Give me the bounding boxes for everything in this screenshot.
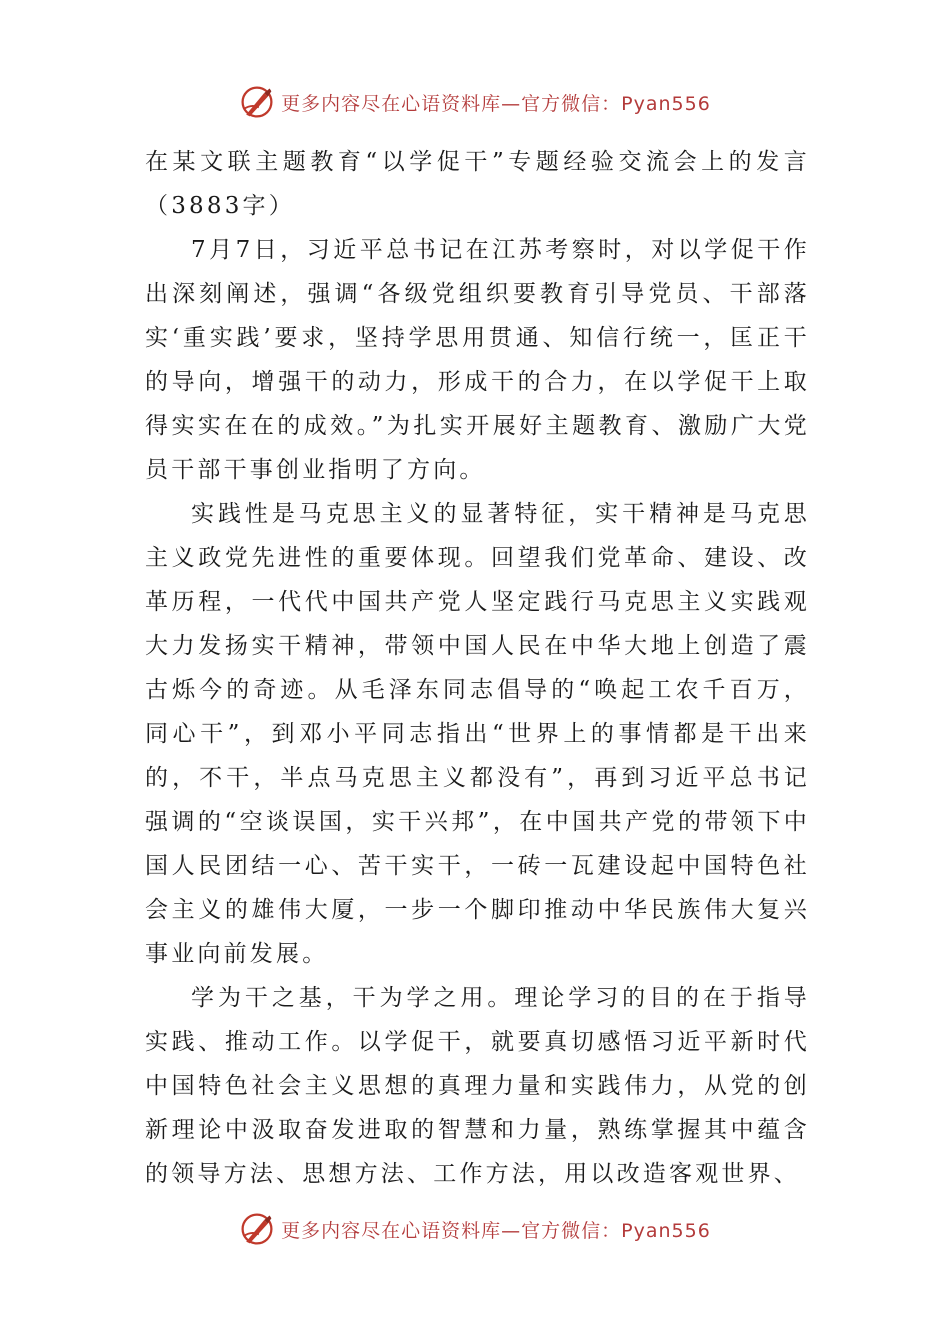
document-body (145, 140, 810, 1196)
pen-nib-circle-icon (239, 1211, 275, 1247)
document-title: 在某文联主题教育“以学促干”专题经验交流会上的发言（3883字） (145, 149, 810, 219)
banner-text: 更多内容尽在心语资料库—官方微信：Pyan556 (281, 1219, 711, 1242)
banner-text: 更多内容尽在心语资料库—官方微信：Pyan556 (281, 92, 711, 115)
paragraph: 7月7日，习近平总书记在江苏考察时，对以学促干作出深刻阐述，强调“各级党组织要教育引导党员、干部落实‘重实践’要求，坚持学思用贯通、知信行统一，匡正干的导向，增强干的动力，形成干的合力，在以学促干上取得实实在在的成效。”为扎实开展好主题教育、激励广大党员干部干事创业指明了方向。 (145, 237, 810, 483)
paragraph: 学为干之基，干为学之用。理论学习的目的在于指导实践、推动工作。以学促干，就要真切感悟习近平新时代中国特色社会主义思想的真理力量和实践伟力，从党的创新理论中汲取奋发进取的智慧和力量，熟练掌握其中蕴含的领导方法、思想方法、工作方法，用以改造客观世界、 (145, 985, 810, 1187)
header-banner (0, 82, 950, 122)
paragraph: 实践性是马克思主义的显著特征，实干精神是马克思主义政党先进性的重要体现。回望我们党革命、建设、改革历程，一代代中国共产党人坚定践行马克思主义实践观大力发扬实干精神，带领中国人民在中华大地上创造了震古烁今的奇迹。从毛泽东同志倡导的“唤起工农千百万，同心干”，到邓小平同志指出“世界上的事情都是干出来的，不干，半点马克思主义都没有”，再到习近平总书记强调的“空谈误国，实干兴邦”，在中国共产党的带领下中国人民团结一心、苦干实干，一砖一瓦建设起中国特色社会主义的雄伟大厦，一步一个脚印推动中华民族伟大复兴事业向前发展。 (145, 501, 810, 967)
pen-nib-circle-icon (239, 84, 275, 120)
footer-banner (0, 1209, 950, 1249)
